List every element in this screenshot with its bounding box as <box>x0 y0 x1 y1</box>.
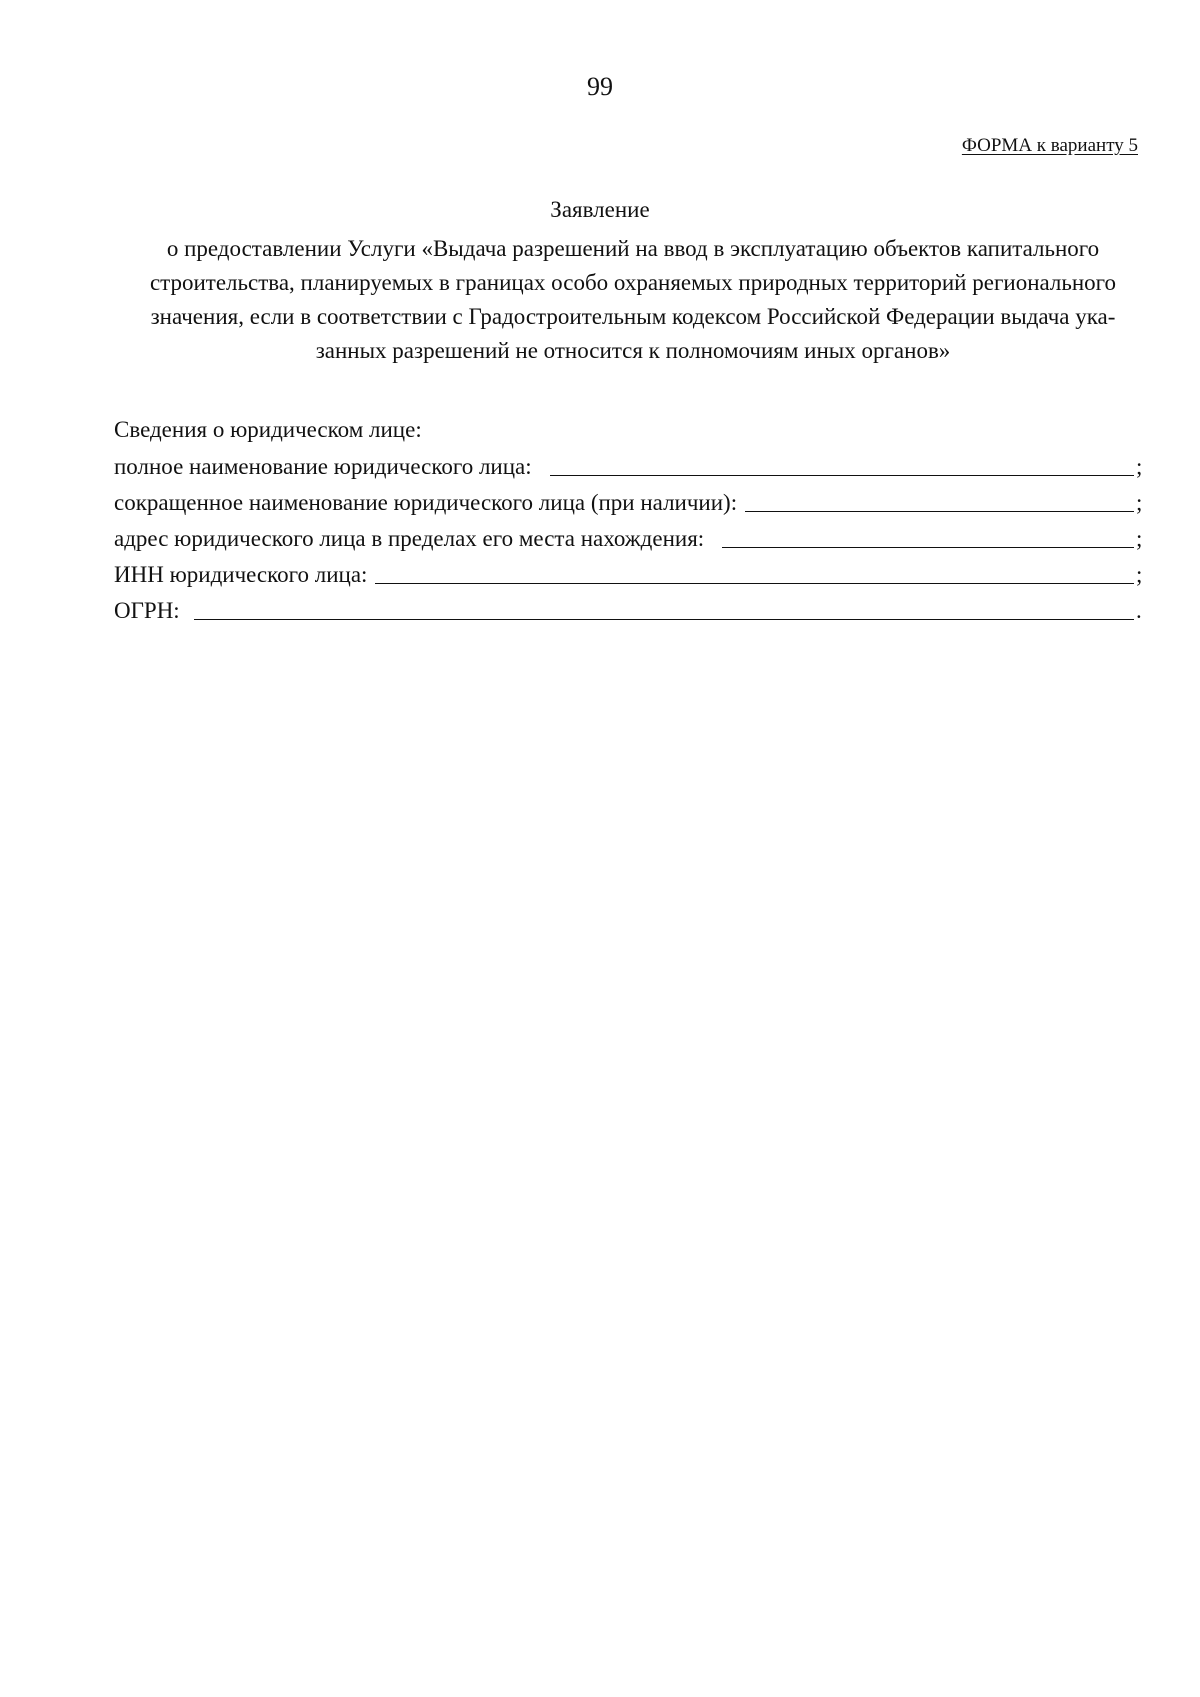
address-field <box>114 524 1144 554</box>
address-label: адрес юридического лица в пределах его места нахождения: <box>114 526 705 551</box>
inn-label: ИНН юридического лица: <box>114 562 368 587</box>
short-name-terminator: ; <box>1136 490 1143 515</box>
address-terminator: ; <box>1136 526 1143 551</box>
page-number: 99 <box>587 72 613 101</box>
legal-entity-heading: Сведения о юридическом лице: <box>114 417 422 442</box>
inn-input-line[interactable] <box>375 583 1134 584</box>
full-name-input-line[interactable] <box>550 475 1134 476</box>
document-title: Заявление <box>550 197 650 222</box>
document-subtitle <box>116 232 1150 368</box>
full-name-label: полное наименование юридического лица: <box>114 454 532 479</box>
subtitle-line: о предоставлении Услуги «Выдача разрешений на ввод в эксплуатацию объектов капитального <box>166 236 1100 261</box>
short-name-input-line[interactable] <box>745 511 1134 512</box>
inn-terminator: ; <box>1136 562 1143 587</box>
subtitle-line: значения, если в соответствии с Градостроительным кодексом Российской Федерации выдача ука- <box>150 304 1116 329</box>
ogrn-input-line[interactable] <box>194 619 1134 620</box>
full-name-terminator: ; <box>1136 454 1143 479</box>
form-reference: ФОРМА к варианту 5 <box>961 135 1138 156</box>
ogrn-field <box>114 596 1144 626</box>
inn-field <box>114 560 1144 590</box>
short-name-field <box>114 488 1144 518</box>
subtitle-line: занных разрешений не относится к полномочиям иных органов» <box>315 338 951 363</box>
ogrn-label: ОГРН: <box>114 598 180 623</box>
address-input-line[interactable] <box>722 547 1134 548</box>
subtitle-line: строительства, планируемых в границах особо охраняемых природных территорий регионального <box>149 270 1117 295</box>
full-name-field <box>114 452 1144 482</box>
ogrn-terminator: . <box>1136 598 1142 623</box>
short-name-label: сокращенное наименование юридического лица (при наличии): <box>114 490 738 515</box>
